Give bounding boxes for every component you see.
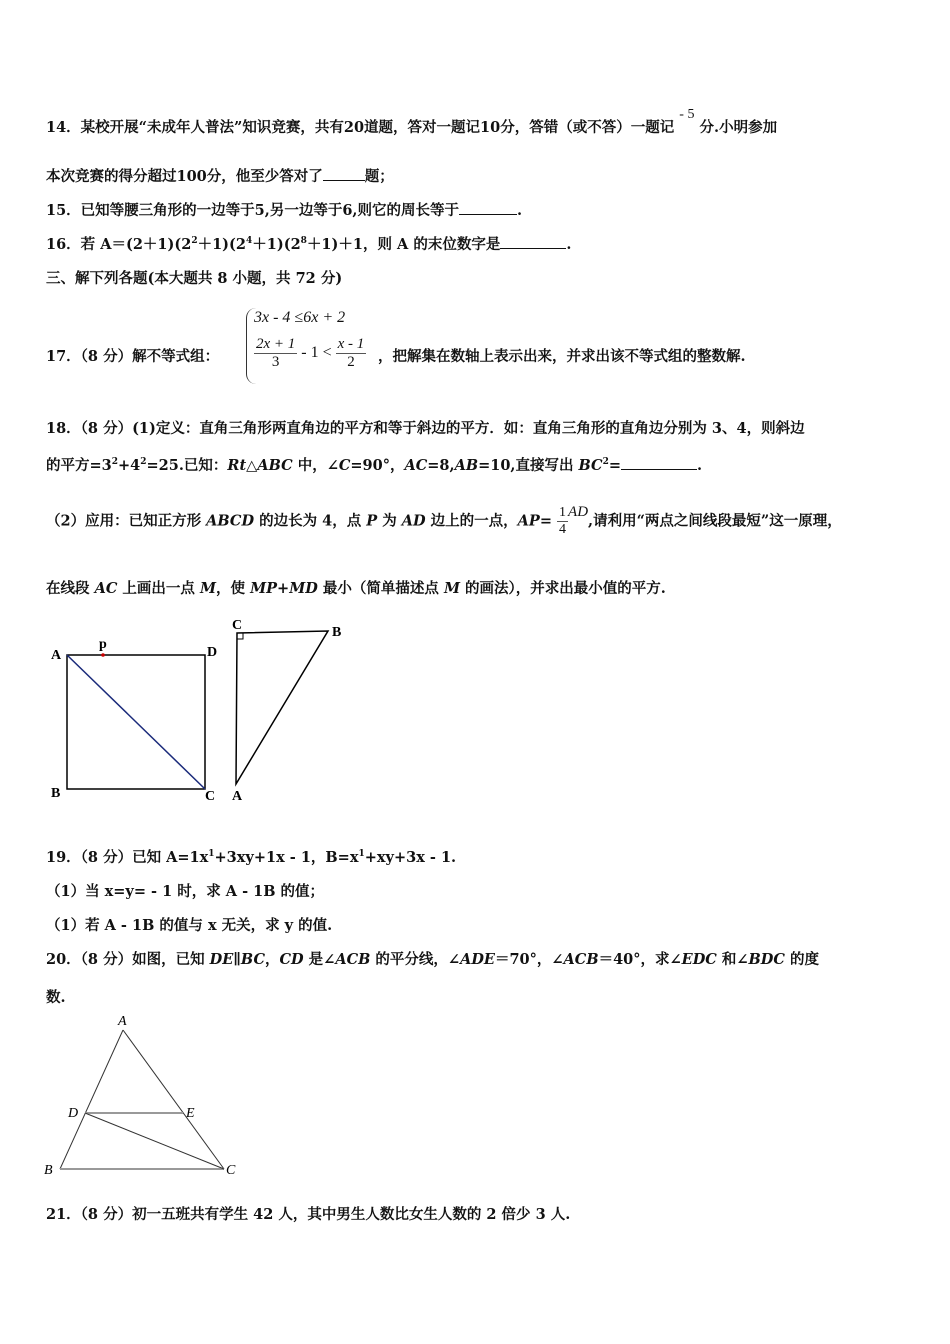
fig2-label-b: B (44, 1163, 53, 1178)
q20-line2: 数. (46, 989, 66, 1006)
diagonal-ac (67, 655, 205, 789)
label-b: B (51, 786, 61, 801)
q21: 21．（8 分）初一五班共有学生 42 人，其中男生人数比女生人数的 2 倍少 3 人. (46, 1206, 571, 1223)
side-ab (60, 1030, 123, 1169)
q16: 16．若 $A=(2+1)(2^2+1)(2^4+1)(2^8+1)+1$，则 A 的末位数字是 . (46, 236, 572, 253)
tri-label-b: B (332, 625, 342, 640)
figure-triangle-de-bc (40, 1012, 250, 1182)
q18-line1: 18．（8 分）(1)定义：直角三角形两直角边的平方和等于斜边的平方．如：直角三角形的直角边分别为 3、4，则斜边 (46, 420, 805, 437)
q18-line3: （2）应用：已知正方形 ABCD 的边长为 4，点 P 为 AD 边上的一点，AP= $\frac{1}{4}$ AD,请利用“两点之间线段最短”这一原理， (46, 503, 842, 537)
inequality-2: $\frac{2x + 1}{3}$ - 1 < $\frac{x - 1}{2}$ (256, 336, 365, 370)
tri-label-a: A (232, 789, 243, 804)
right-angle-mark (237, 633, 243, 639)
point-p (101, 653, 105, 657)
fig2-label-d: D (68, 1106, 79, 1121)
q15: 15．已知等腰三角形的一边等于5,另一边等于6,则它的周长等于 . (46, 202, 523, 219)
fig2-label-c: C (226, 1163, 236, 1178)
q18-line4: 在线段 AC 上画出一点 M，使 MP+MD 最小（简单描述点 M 的画法），并求出最小值的平方. (46, 580, 666, 597)
label-c: C (205, 789, 216, 804)
q19-line3: （1）若 A - 1B 的值与 x 无关，求 y 的值. (46, 917, 333, 934)
q18-line2: 的平方$=3^2+4^2=25$.已知：Rt△ABC 中，∠C=90°，AC=8,AB=10,直接写出 $BC^2=$ . (46, 457, 703, 474)
q19-line2: （1）当 x=y= - 1 时，求 A - 1B 的值； (46, 883, 325, 900)
label-p: p (99, 637, 107, 652)
minus-five: - 5 (679, 107, 695, 122)
fig2-label-e: E (186, 1106, 195, 1121)
label-a: A (51, 648, 62, 663)
q17-label: 17．（8 分）解不等式组： (46, 348, 220, 365)
q19-line1: 19．（8 分）已知 $A=1x^1+3xy+1x - 1$，$B=x^1+xy+3x - 1$. (46, 849, 457, 866)
figure-square-triangle (40, 612, 360, 812)
tri-label-c: C (232, 618, 243, 633)
q17-tail: ，把解集在数轴上表示出来，并求出该不等式组的整数解. (378, 348, 746, 365)
label-d: D (207, 645, 218, 660)
q14-line2: 本次竞赛的得分超过100分，他至少答对了 题； (46, 168, 394, 185)
inequality-1: 3x - 4 ≤6x + 2 (254, 309, 346, 326)
q20-line1: 20．（8 分）如图，已知 DE∥BC，CD 是∠ACB 的平分线，∠ADE＝70°，∠ACB＝40°，求∠EDC 和∠BDC 的度 (46, 951, 819, 968)
fraction-quarter: $\frac{1}{4}$ (559, 505, 567, 537)
fig2-label-a: A (118, 1014, 127, 1029)
q14-line1: 14．某校开展“未成年人普法”知识竞赛，共有20道题，答对一题记10分，答错（或不答）一题记 - 5 分.小明参加 (46, 107, 778, 136)
right-triangle (236, 631, 328, 784)
section-heading: 三、解下列各题(本大题共 8 小题，共 72 分) (46, 270, 343, 287)
fraction-left: $\frac{2x + 1}{3}$ (256, 336, 296, 370)
fraction-right: $\frac{x - 1}{2}$ (337, 336, 365, 370)
